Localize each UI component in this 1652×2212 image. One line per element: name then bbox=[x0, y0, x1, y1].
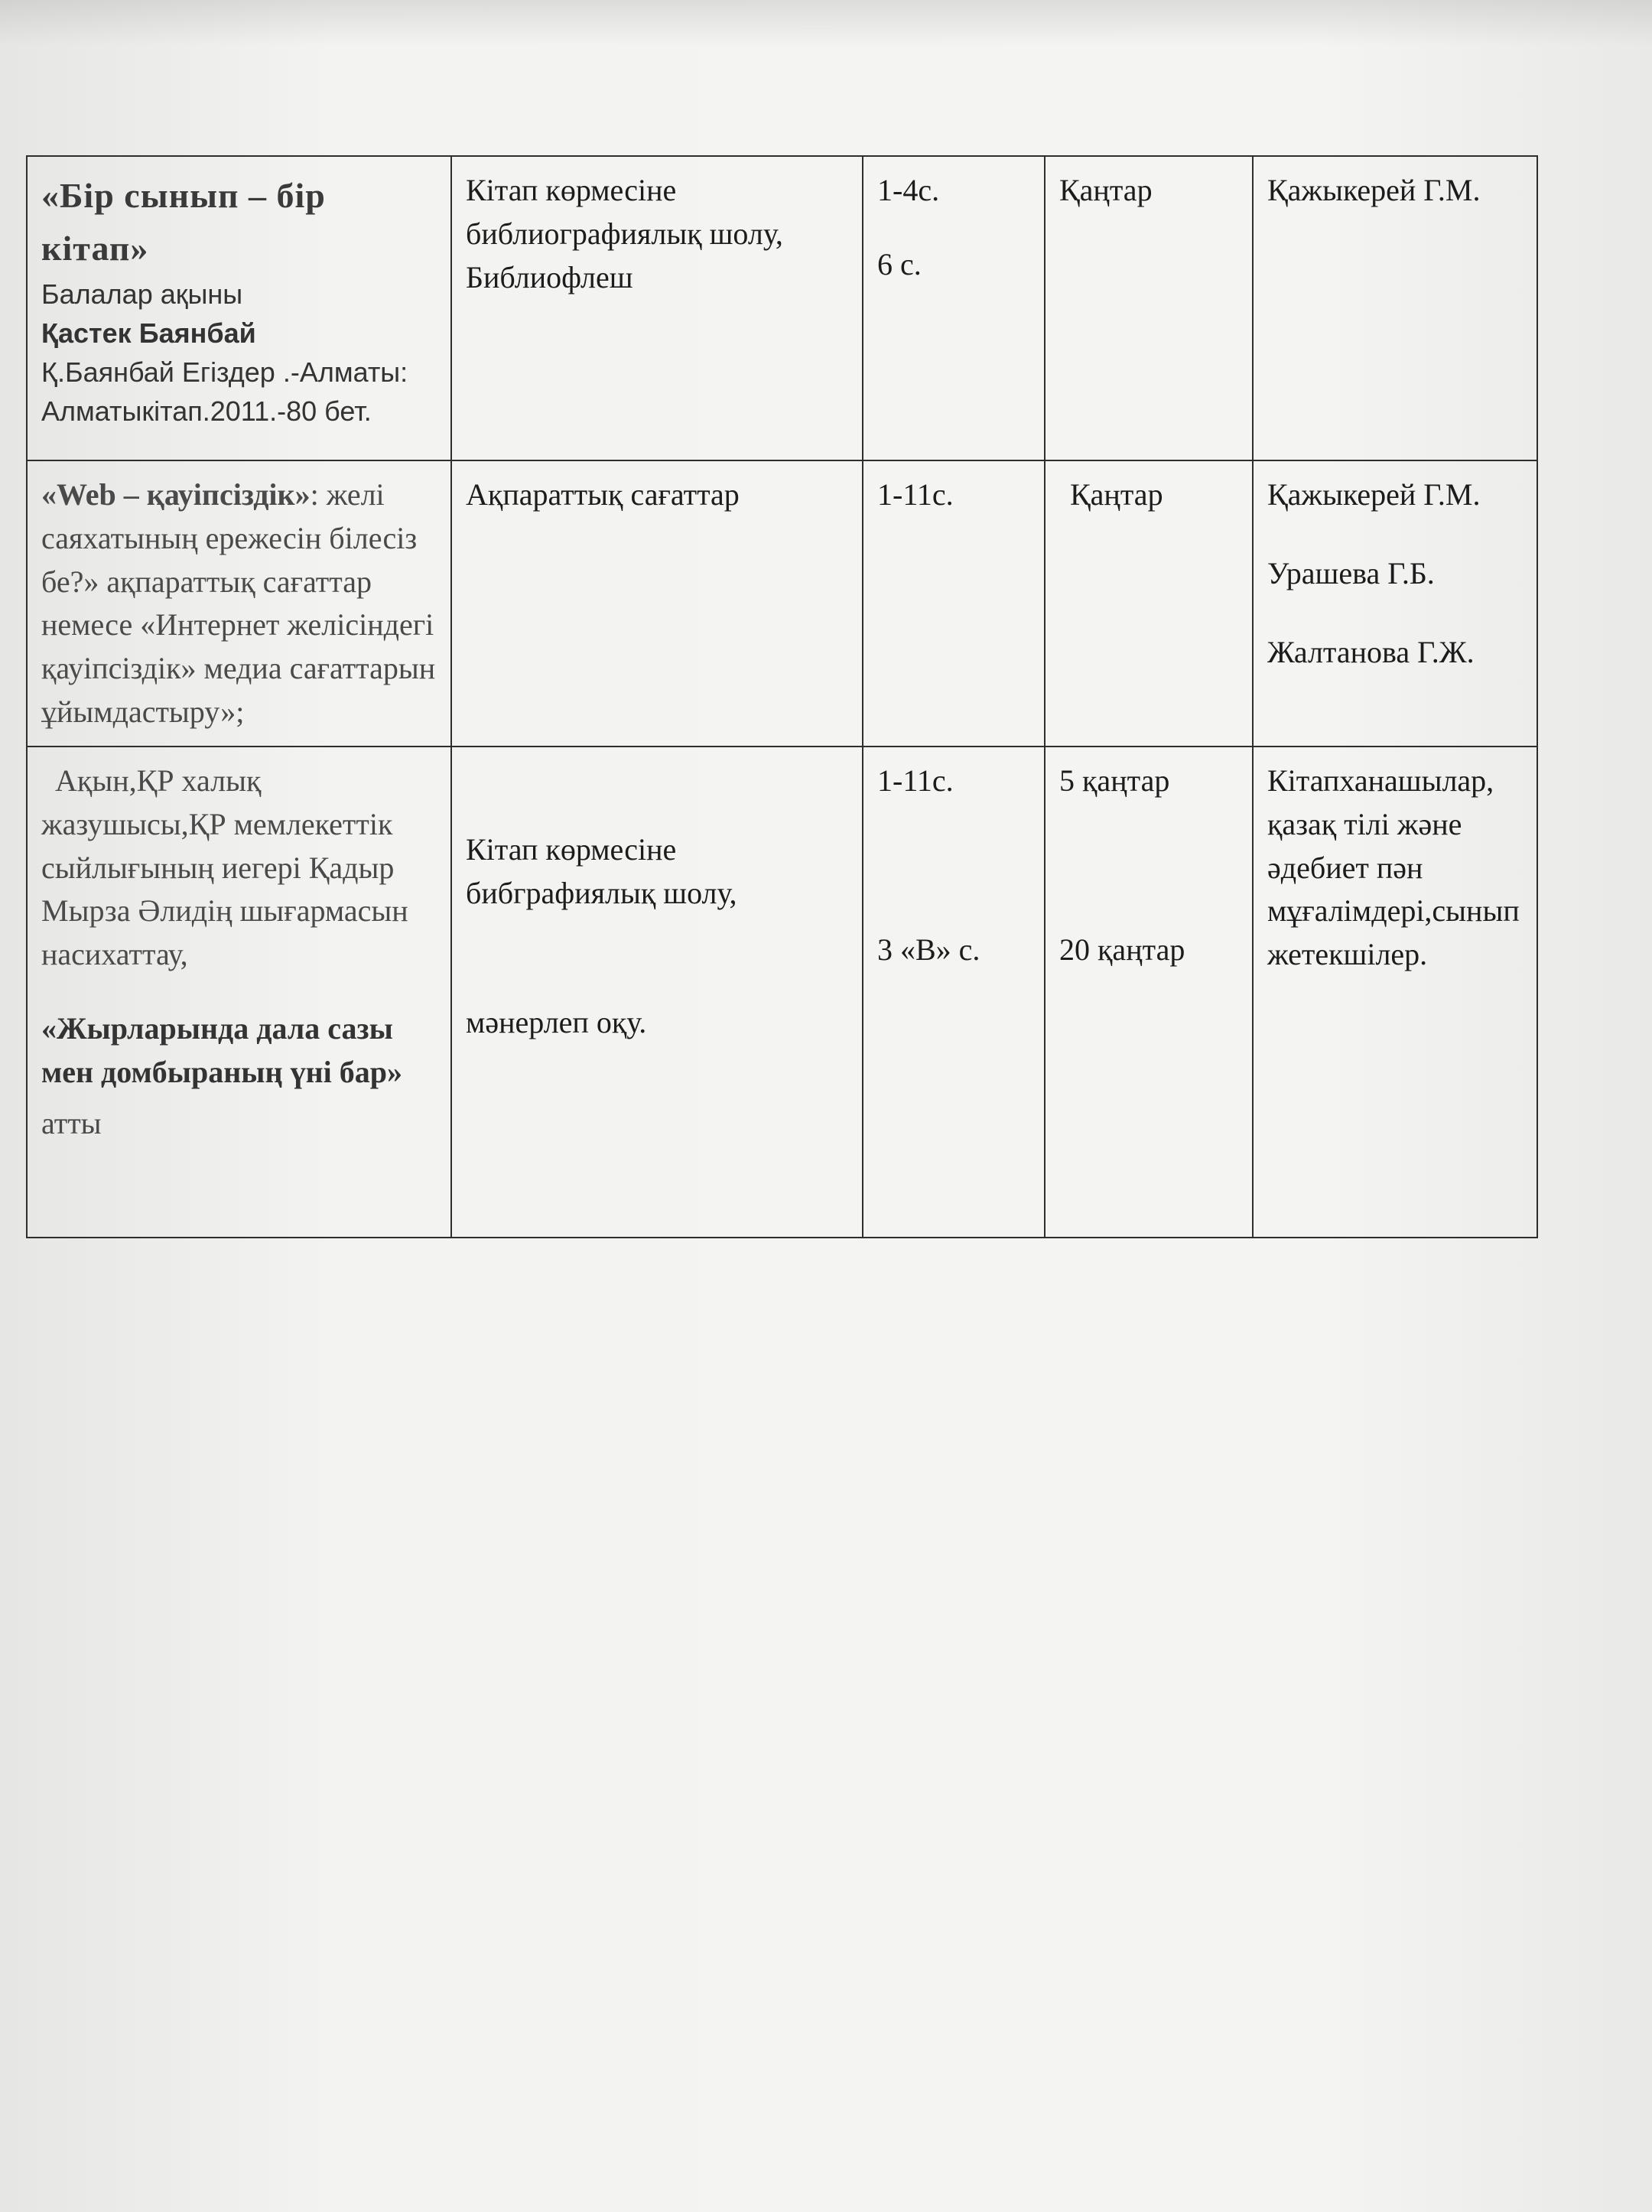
date-text: 20 қаңтар bbox=[1059, 932, 1185, 967]
event-cell bbox=[27, 156, 451, 460]
form-text: Ақпараттық сағаттар bbox=[466, 477, 740, 512]
table-row bbox=[27, 747, 1537, 1238]
responsible-text: Урашева Г.Б. bbox=[1267, 555, 1435, 590]
responsible-cell bbox=[1253, 460, 1537, 747]
event-suffix: атты bbox=[41, 1105, 102, 1140]
event-cell bbox=[27, 747, 451, 1238]
book-reference: Қ.Баянбай Егіздер .-Алматы: Алматыкітап.2011.-80 бет. bbox=[41, 356, 408, 428]
form-cell bbox=[451, 460, 863, 747]
spacer bbox=[877, 803, 1032, 929]
event-title: «Бір сынып – бір кітап» bbox=[41, 176, 326, 268]
grade-text: 3 «В» с. bbox=[877, 932, 980, 967]
spacer bbox=[1059, 803, 1240, 929]
grade-text: 6 с. bbox=[877, 246, 922, 281]
date-text: Қаңтар bbox=[1070, 477, 1163, 512]
event-text bbox=[41, 473, 438, 734]
responsible-text: Қажыкерей Г.М. bbox=[1267, 173, 1481, 207]
grade-cell bbox=[863, 747, 1045, 1238]
date-cell bbox=[1045, 460, 1253, 747]
grade-text: 1-11с. bbox=[877, 763, 954, 798]
responsible-cell bbox=[1253, 747, 1537, 1238]
grade-text: 1-11с. bbox=[877, 477, 954, 512]
date-text: 5 қаңтар bbox=[1059, 763, 1170, 798]
events-plan-table bbox=[26, 155, 1538, 1238]
date-cell bbox=[1045, 156, 1253, 460]
event-title: «Жырларында дала сазы мен домбыраның үні бар» bbox=[41, 1010, 402, 1089]
paper-top-shadow bbox=[0, 0, 1652, 46]
responsible-cell bbox=[1253, 156, 1537, 460]
grade-cell bbox=[863, 156, 1045, 460]
form-text: мәнерлеп оқу. bbox=[466, 1004, 647, 1039]
date-text: Қаңтар bbox=[1059, 173, 1153, 207]
responsible-text: Қажыкерей Г.М. bbox=[1267, 477, 1481, 512]
table-row bbox=[27, 156, 1537, 460]
event-title: «Web – қауіпсіздік» bbox=[41, 477, 311, 512]
event-subtitle: Балалар ақыны bbox=[41, 278, 243, 310]
form-text: Кітап көрмесіне библиографиялық шолу, Библиофлеш bbox=[466, 173, 783, 294]
date-cell bbox=[1045, 747, 1253, 1238]
event-cell bbox=[27, 460, 451, 747]
form-cell bbox=[451, 156, 863, 460]
form-cell bbox=[451, 747, 863, 1238]
responsible-text: Кітапханашылар, қазақ тілі және әдебиет пән мұғалімдері,сынып жетекшілер. bbox=[1267, 763, 1520, 972]
event-description: Ақын,ҚР халық жазушысы,ҚР мемлекеттік сыйлығының иегері Қадыр Мырза Әлидің шығармасын насихаттау, bbox=[41, 763, 408, 972]
table-row bbox=[27, 460, 1537, 747]
grade-cell bbox=[863, 460, 1045, 747]
event-description: : желі саяхатының ережесін білесіз бе?» ақпараттық сағаттар немесе «Интернет желісіндегі қауіпсіздік» медиа сағаттарын ұйымдастыру»; bbox=[41, 477, 436, 729]
form-text: Кітап көрмесіне бибграфиялық шолу, bbox=[466, 832, 737, 910]
grade-text: 1-4с. bbox=[877, 173, 940, 207]
responsible-text: Жалтанова Г.Ж. bbox=[1267, 634, 1475, 669]
author-name: Қастек Баянбай bbox=[41, 317, 256, 350]
